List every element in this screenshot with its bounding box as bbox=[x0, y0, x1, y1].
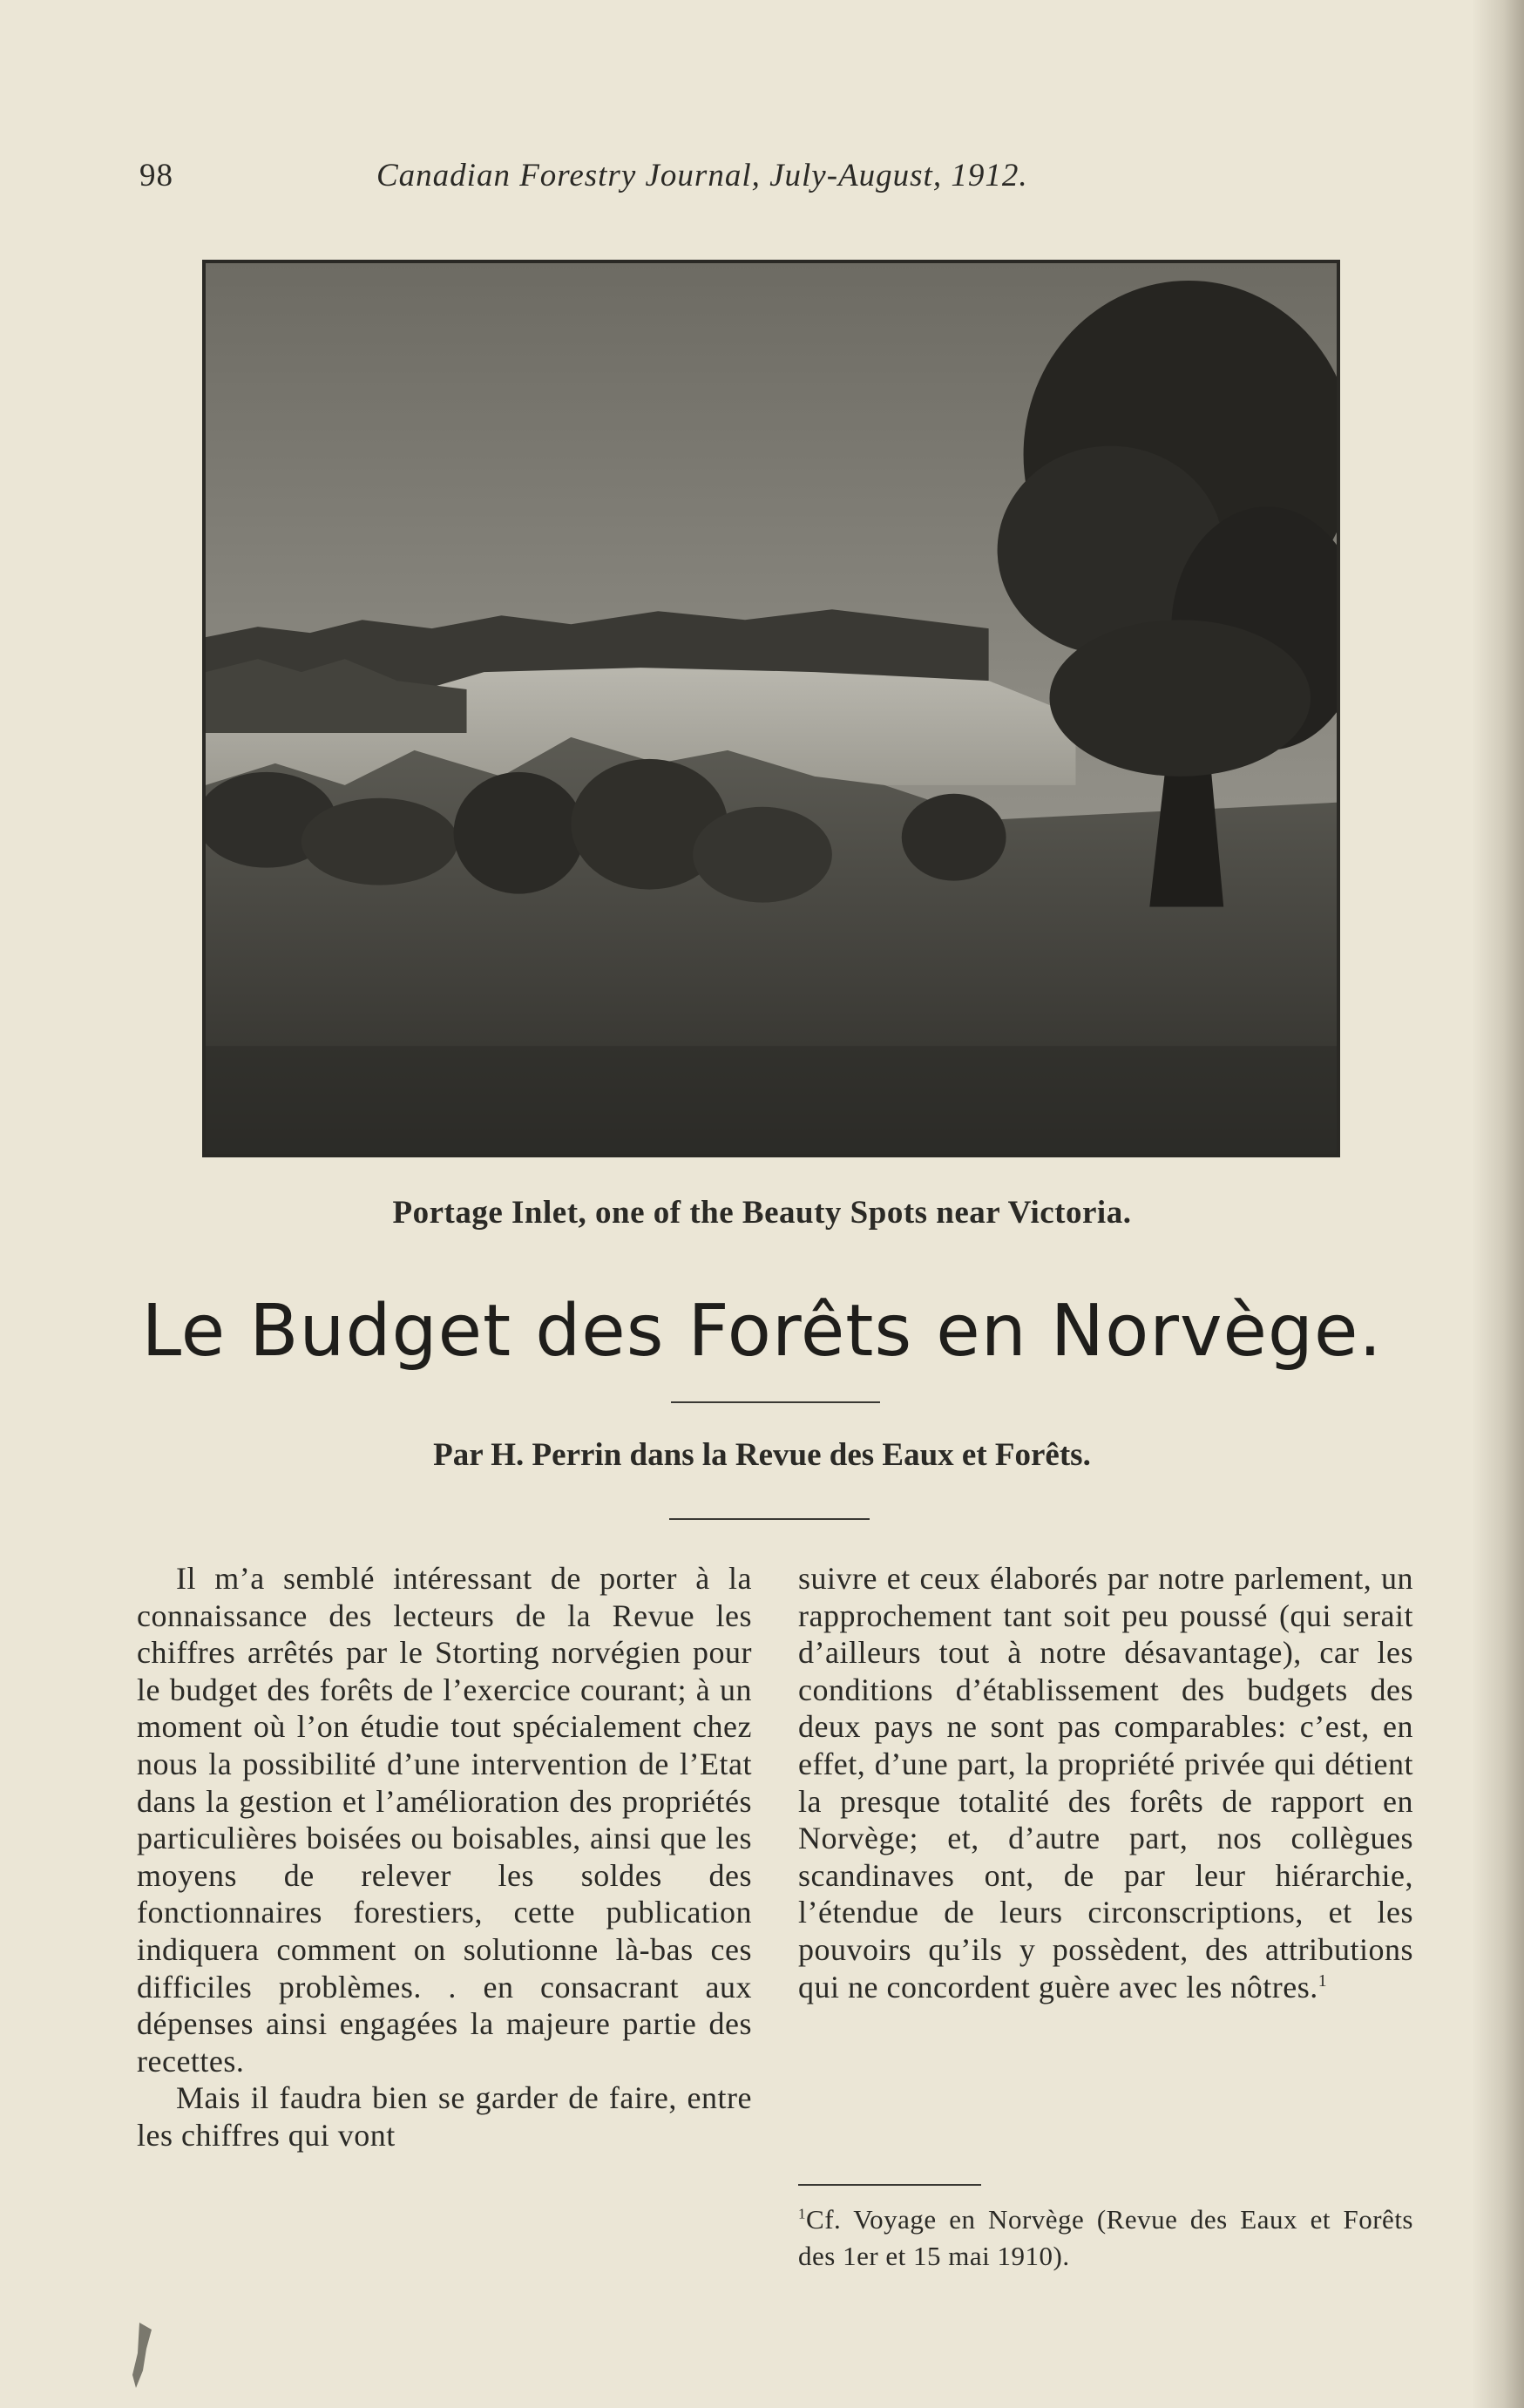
footnote-text: Cf. Voyage en Norvège (Revue des Eaux et Forêts des 1er et 15 mai 1910). bbox=[798, 2204, 1413, 2271]
photo-illustration bbox=[206, 263, 1337, 1154]
byline-divider bbox=[669, 1518, 870, 1520]
running-title: Canadian Forestry Journal, July-August, 1912. bbox=[376, 158, 1028, 193]
figure-caption: Portage Inlet, one of the Beauty Spots near Victoria. bbox=[392, 1195, 1132, 1231]
running-header bbox=[139, 157, 1185, 200]
ink-mark bbox=[131, 2323, 155, 2388]
landscape-photograph bbox=[202, 260, 1340, 1157]
body-paragraph bbox=[798, 1560, 1413, 2005]
page-number: 98 bbox=[139, 158, 173, 193]
article-title: Le Budget des Forêts en Norvège. bbox=[141, 1290, 1383, 1373]
footnote-marker: 1 bbox=[798, 2205, 807, 2222]
right-column bbox=[798, 1560, 1413, 2005]
article-byline: Par H. Perrin dans la Revue des Eaux et Forêts. bbox=[433, 1437, 1091, 1473]
body-paragraph: Mais il faudra bien se garder de faire, entre les chiffres qui vont bbox=[137, 2080, 752, 2153]
body-paragraph: Il m’a semblé intéressant de porter à la connaissance des lecteurs de la Revue les chiffres arrêtés par le Storting norvégien pour le budget des forêts de l’exercice courant; à un moment où l’on étudie tout spécialement chez nous la possibilité d’une intervention de l’Etat dans la gestion et l’amélioration des propriétés particulières boisées ou boisables, ainsi que les moyens de relever les soldes des fonctionnaires forestiers, cette publication indiquera comment on solutionne là-bas ces difficiles problèmes. . en consacrant aux dépenses ainsi engagées la majeure partie des recettes. bbox=[137, 1561, 752, 2079]
footnote-divider bbox=[798, 2184, 981, 2186]
title-divider bbox=[671, 1401, 880, 1403]
body-paragraph-text: suivre et ceux élaborés par notre parlement, un rapprochement tant soit peu poussé (qui serait d’ailleurs tout à notre désavantage), car les conditions d’établissement des budgets des deux pays ne sont pas comparables: c’est, en effet, d’une part, la propriété privée qui détient la presque totalité des forêts de rapport en Norvège; et, d’autre part, nos collègues scandinaves ont, de par leur hiérarchie, l’étendue de leurs circonscriptions, et les pouvoirs qu’ils y possèdent, des attributions qui ne concordent guère avec les nôtres. bbox=[798, 1561, 1413, 2004]
footnote bbox=[798, 2201, 1413, 2275]
footnote-reference: 1 bbox=[1317, 1970, 1328, 1991]
left-column bbox=[137, 1560, 752, 2154]
